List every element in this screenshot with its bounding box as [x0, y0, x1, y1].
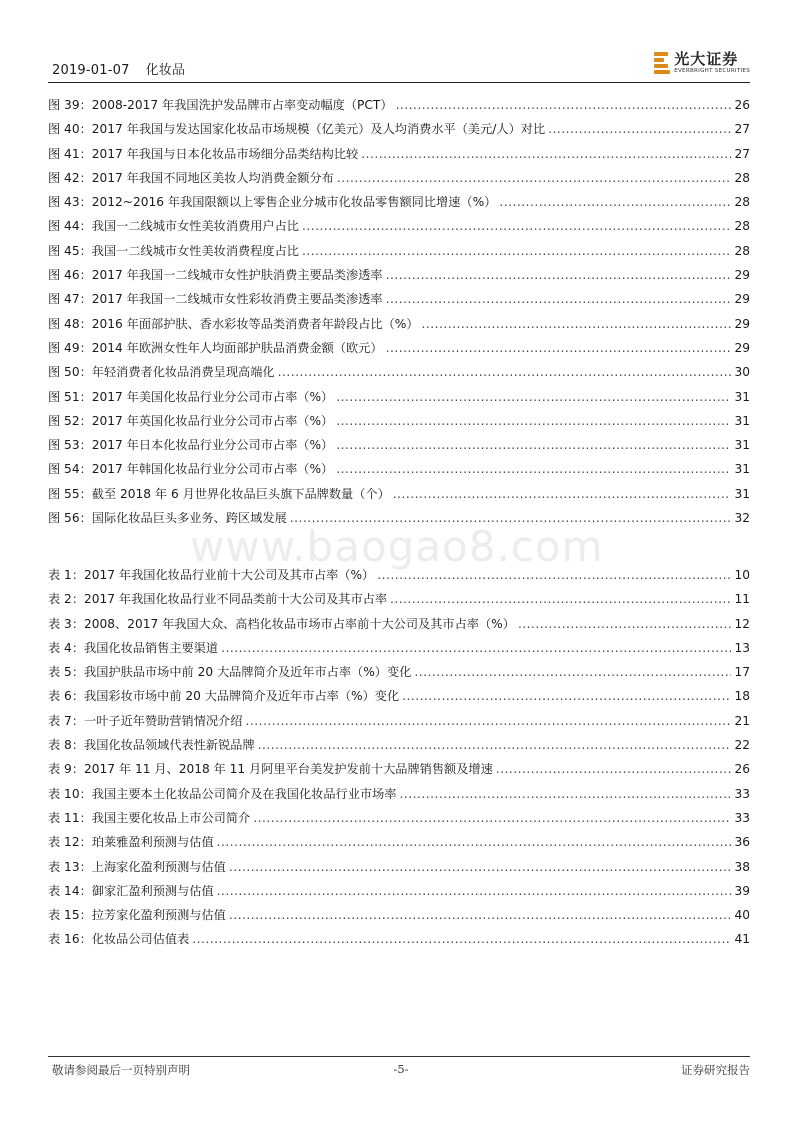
- figure-entry[interactable]: [48, 193, 750, 217]
- toc-entry-page: 28: [734, 195, 750, 210]
- figure-entry[interactable]: [48, 96, 750, 120]
- toc-leader-dots: [361, 147, 731, 161]
- toc-entry-page: 36: [734, 835, 750, 850]
- toc-entry-label: 表 3：2008、2017 年我国大众、高档化妆品市场市占率前十大公司及其市占率（%）: [48, 616, 515, 631]
- toc-entry-label: 表 13：上海家化盈利预测与估值: [48, 859, 226, 874]
- toc-entry-label: 表 12：珀莱雅盈利预测与估值: [48, 835, 214, 850]
- table-entry[interactable]: [48, 858, 750, 882]
- toc-entry-page: 30: [734, 365, 750, 380]
- figure-entry[interactable]: [48, 363, 750, 387]
- toc-entry-label: 表 14：御家汇盈利预测与估值: [48, 883, 214, 898]
- table-entry[interactable]: [48, 663, 750, 687]
- toc-leader-dots: [302, 244, 732, 258]
- toc-entry-page: 38: [734, 859, 750, 874]
- toc-entry-label: 图 49：2014 年欧洲女性年人均面部护肤品消费金额（欧元）: [48, 340, 383, 355]
- toc-entry-page: 39: [734, 883, 750, 898]
- toc-entry-page: 33: [734, 786, 750, 801]
- toc-entry-page: 26: [734, 98, 750, 112]
- figure-entry[interactable]: [48, 120, 750, 144]
- table-entry[interactable]: [48, 785, 750, 809]
- figure-entry[interactable]: [48, 145, 750, 169]
- header-meta: [52, 59, 201, 78]
- toc-entry-label: 表 6：我国彩妆市场中前 20 大品牌简介及近年市占率（%）变化: [48, 689, 400, 704]
- table-entry[interactable]: [48, 736, 750, 760]
- figure-entry[interactable]: [48, 217, 750, 241]
- figure-entry[interactable]: [48, 290, 750, 314]
- toc-entry-label: 图 53：2017 年日本化妆品行业分公司市占率（%）: [48, 438, 334, 453]
- toc-leader-dots: [499, 195, 731, 209]
- figure-entry[interactable]: [48, 315, 750, 339]
- toc-leader-dots: [258, 738, 732, 752]
- toc-entry-page: 32: [734, 511, 750, 526]
- toc-leader-dots: [414, 665, 731, 679]
- toc-leader-dots: [336, 438, 731, 452]
- toc-entry-page: 11: [734, 592, 750, 607]
- toc-entry-page: 27: [734, 122, 750, 137]
- logo-chinese-name: 光大证券: [674, 49, 739, 68]
- toc-entry-page: 21: [734, 713, 750, 728]
- toc-entry-page: 31: [734, 389, 750, 404]
- toc-entry-label: 图 44：我国一二线城市女性美妆消费用户占比: [48, 219, 299, 234]
- toc-entry-label: 图 48：2016 年面部护肤、香水彩妆等品类消费者年龄段占比（%）: [48, 316, 419, 331]
- toc-leader-dots: [377, 568, 731, 582]
- figure-entry[interactable]: [48, 412, 750, 436]
- toc-leader-dots: [336, 390, 731, 404]
- footer-disclaimer: 敬请参阅最后一页特别声明: [52, 1063, 190, 1077]
- table-entry[interactable]: [48, 590, 750, 614]
- toc-entry-page: 31: [734, 462, 750, 477]
- report-date: 2019-01-07: [52, 63, 130, 78]
- toc-entry-label: 图 56：国际化妆品巨头多业务、跨区域发展: [48, 511, 287, 526]
- toc-entry-label: 图 55：截至 2018 年 6 月世界化妆品巨头旗下品牌数量（个）: [48, 486, 390, 501]
- toc-entry-page: 22: [734, 738, 750, 753]
- toc-leader-dots: [336, 414, 731, 428]
- table-entry[interactable]: [48, 930, 750, 954]
- table-entry[interactable]: [48, 809, 750, 833]
- toc-entry-label: 图 43：2012~2016 年我国限额以上零售企业分城市化妆品零售额同比增速（%）: [48, 195, 497, 210]
- toc-leader-dots: [386, 268, 732, 282]
- figure-entry[interactable]: [48, 169, 750, 193]
- toc-leader-dots: [229, 908, 732, 922]
- toc-leader-dots: [390, 592, 731, 606]
- logo-mark-icon: [654, 52, 670, 74]
- table-entry[interactable]: [48, 760, 750, 784]
- toc-leader-dots: [393, 487, 732, 501]
- toc-entry-page: 29: [734, 340, 750, 355]
- footer-report-type: 证券研究报告: [681, 1063, 750, 1077]
- toc-leader-dots: [336, 462, 731, 476]
- toc-leader-dots: [217, 835, 732, 849]
- toc-entry-label: 图 52：2017 年英国化妆品行业分公司市占率（%）: [48, 413, 334, 428]
- figure-entry[interactable]: [48, 485, 750, 509]
- toc-leader-dots: [192, 932, 731, 946]
- table-entry[interactable]: [48, 906, 750, 930]
- toc-leader-dots: [386, 341, 732, 355]
- toc-entry-page: 29: [734, 268, 750, 283]
- toc-leader-dots: [399, 787, 731, 801]
- page-number: -5-: [393, 1062, 409, 1076]
- logo-english-name: EVERBRIGHT SECURITIES: [674, 67, 750, 74]
- toc-leader-dots: [253, 811, 731, 825]
- toc-entry-page: 28: [734, 219, 750, 234]
- toc-entry-label: 图 42：2017 年我国不同地区美妆人均消费金额分布: [48, 170, 334, 185]
- toc-entry-label: 图 51：2017 年美国化妆品行业分公司市占率（%）: [48, 389, 334, 404]
- toc-entry-page: 27: [734, 146, 750, 161]
- toc-entry-label: 表 11：我国主要化妆品上市公司简介: [48, 810, 251, 825]
- figure-list: [48, 96, 750, 533]
- toc-entry-label: 图 39：2008-2017 年我国洗护发品牌市占率变动幅度（PCT）: [48, 98, 393, 112]
- toc-entry-page: 29: [734, 316, 750, 331]
- toc-entry-page: 29: [734, 292, 750, 307]
- toc-entry-label: 图 46：2017 年我国一二线城市女性护肤消费主要品类渗透率: [48, 268, 383, 283]
- figure-entry[interactable]: [48, 460, 750, 484]
- toc-entry-page: 18: [734, 689, 750, 704]
- table-entry[interactable]: [48, 833, 750, 857]
- toc-entry-page: 31: [734, 438, 750, 453]
- footer-divider: [48, 1056, 750, 1057]
- toc-entry-label: 表 9：2017 年 11 月、2018 年 11 月阿里平台美发护发前十大品牌销售额及增速: [48, 762, 493, 777]
- toc-entry-label: 表 10：我国主要本土化妆品公司简介及在我国化妆品行业市场率: [48, 786, 397, 801]
- everbright-logo: [654, 48, 750, 78]
- toc-entry-label: 图 50：年轻消费者化妆品消费呈现高端化: [48, 365, 275, 380]
- table-entry[interactable]: [48, 687, 750, 711]
- toc-entry-page: 31: [734, 413, 750, 428]
- toc-leader-dots: [402, 689, 731, 703]
- toc-entry-label: 表 8：我国化妆品领域代表性新锐品牌: [48, 738, 255, 753]
- toc-entry-page: 26: [734, 762, 750, 777]
- toc-leader-dots: [278, 365, 732, 379]
- toc-entry-page: 31: [734, 486, 750, 501]
- toc-entry-label: 表 4：我国化妆品销售主要渠道: [48, 640, 219, 655]
- figure-entry[interactable]: [48, 388, 750, 412]
- toc-leader-dots: [229, 860, 732, 874]
- toc-entry-label: 图 41：2017 年我国与日本化妆品市场细分品类结构比较: [48, 146, 359, 161]
- table-entry[interactable]: [48, 712, 750, 736]
- toc-entry-page: 40: [734, 908, 750, 923]
- toc-entry-page: 41: [734, 932, 750, 947]
- toc-entry-label: 表 16：化妆品公司估值表: [48, 932, 190, 947]
- figure-entry[interactable]: [48, 266, 750, 290]
- toc-leader-dots: [302, 219, 732, 233]
- toc-entry-label: 图 45：我国一二线城市女性美妆消费程度占比: [48, 243, 299, 258]
- toc-entry-page: 33: [734, 810, 750, 825]
- toc-entry-page: 28: [734, 170, 750, 185]
- toc-leader-dots: [422, 317, 732, 331]
- toc-leader-dots: [386, 292, 732, 306]
- toc-leader-dots: [221, 641, 731, 655]
- toc-entry-page: 28: [734, 243, 750, 258]
- table-entry[interactable]: [48, 566, 750, 590]
- toc-leader-dots: [396, 98, 732, 112]
- toc-leader-dots: [518, 617, 732, 631]
- toc-entry-label: 表 2：2017 年我国化妆品行业不同品类前十大公司及其市占率: [48, 592, 388, 607]
- header-divider: [48, 82, 750, 83]
- toc-entry-label: 表 7：一叶子近年赞助营销情况介绍: [48, 713, 243, 728]
- toc-entry-page: 10: [734, 568, 750, 582]
- toc-leader-dots: [548, 122, 731, 136]
- page-header: [52, 48, 750, 82]
- toc-leader-dots: [217, 884, 732, 898]
- toc-entry-label: 表 1：2017 年我国化妆品行业前十大公司及其市占率（%）: [48, 568, 375, 582]
- toc-entry-label: 表 15：拉芳家化盈利预测与估值: [48, 908, 226, 923]
- toc-entry-page: 13: [734, 640, 750, 655]
- table-entry[interactable]: [48, 639, 750, 663]
- toc-entry-label: 图 54：2017 年韩国化妆品行业分公司市占率（%）: [48, 462, 334, 477]
- toc-leader-dots: [496, 762, 732, 776]
- table-entry[interactable]: [48, 615, 750, 639]
- toc-entry-page: 12: [734, 616, 750, 631]
- toc-entry-label: 表 5：我国护肤品市场中前 20 大品牌简介及近年市占率（%）变化: [48, 665, 412, 680]
- table-entry[interactable]: [48, 882, 750, 906]
- table-list: [48, 566, 750, 955]
- figure-entry[interactable]: [48, 339, 750, 363]
- toc-entry-label: 图 40：2017 年我国与发达国家化妆品市场规模（亿美元）及人均消费水平（美元/人）对比: [48, 122, 546, 137]
- watermark: www.baogao8.com: [190, 522, 604, 571]
- toc-leader-dots: [337, 171, 732, 185]
- report-category: 化妆品: [145, 63, 186, 78]
- toc-entry-page: 17: [734, 665, 750, 680]
- figure-entry[interactable]: [48, 242, 750, 266]
- figure-entry[interactable]: [48, 436, 750, 460]
- toc-leader-dots: [245, 714, 731, 728]
- toc-entry-label: 图 47：2017 年我国一二线城市女性彩妆消费主要品类渗透率: [48, 292, 383, 307]
